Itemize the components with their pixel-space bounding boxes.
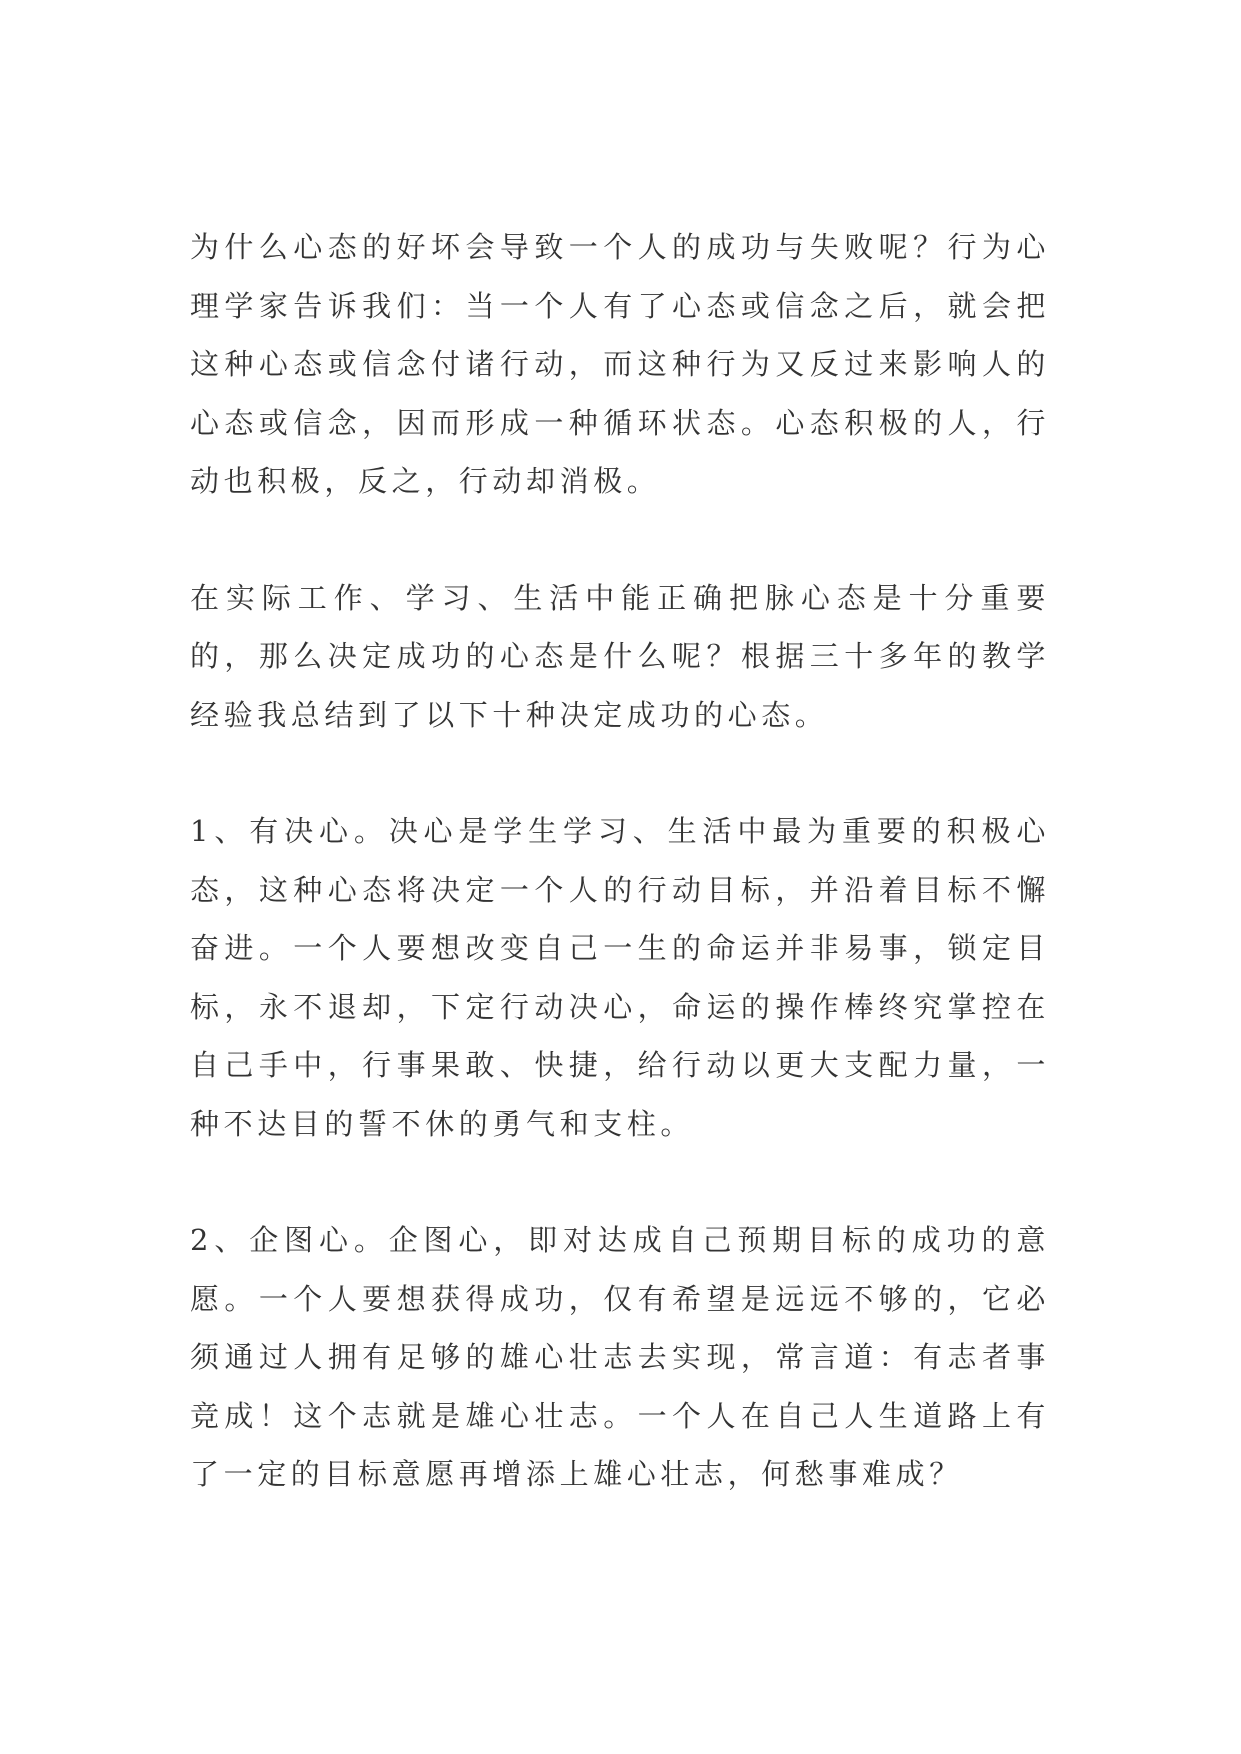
document-body	[190, 218, 1050, 1504]
paragraph-mindset-intro: 为什么心态的好坏会导致一个人的成功与失败呢？行为心理学家告诉我们：当一个人有了心态或信念之后，就会把这种心态或信念付诸行动，而这种行为又反过来影响人的心态或信念，因而形成一种循环状态。心态积极的人，行动也积极，反之，行动却消极。	[190, 230, 1050, 498]
paragraph-ten-mindsets: 在实际工作、学习、生活中能正确把脉心态是十分重要的，那么决定成功的心态是什么呢？根据三十多年的教学经验我总结到了以下十种决定成功的心态。	[190, 580, 1050, 732]
paragraph-item-1-determination: 1、有决心。决心是学生学习、生活中最为重要的积极心态，这种心态将决定一个人的行动目标，并沿着目标不懈奋进。一个人要想改变自己一生的命运并非易事，锁定目标，永不退却，下定行动决心，命运的操作棒终究掌控在自己手中，行事果敢、快捷，给行动以更大支配力量，一种不达目的誓不休的勇气和支柱。	[190, 814, 1050, 1141]
paragraph-item-2-ambition: 2、企图心。企图心，即对达成自己预期目标的成功的意愿。一个人要想获得成功，仅有希望是远远不够的，它必须通过人拥有足够的雄心壮志去实现，常言道：有志者事竞成！这个志就是雄心壮志。一个人在自己人生道路上有了一定的目标意愿再增添上雄心壮志，何愁事难成？	[190, 1223, 1050, 1491]
